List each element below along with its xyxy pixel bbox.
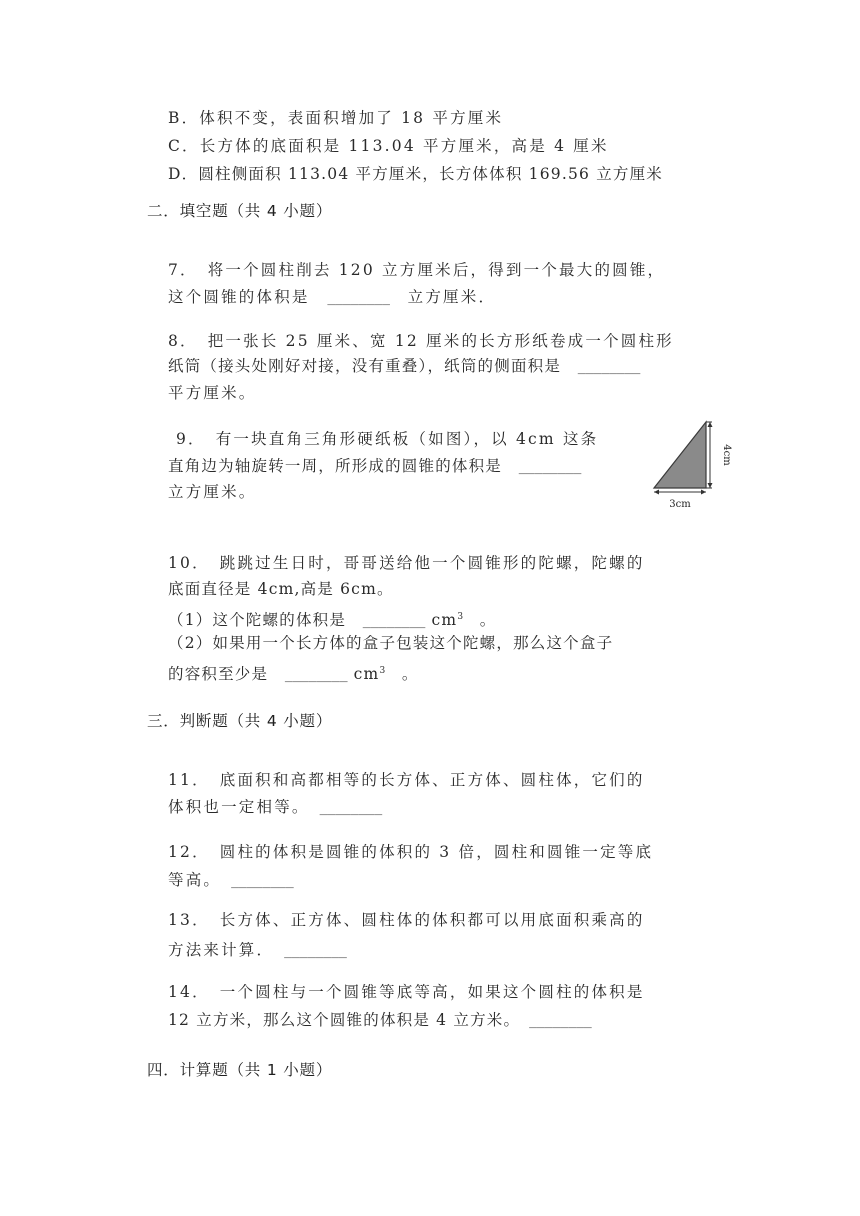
q10-line-2: 底面直径是 4cm,高是 6cm。	[168, 580, 394, 598]
option-b: B．体积不变，表面积增加了 18 平方厘米	[168, 109, 504, 127]
q10-line-1: 10． 跳跳过生日时，哥哥送给他一个圆锥形的陀螺，陀螺的	[168, 554, 645, 572]
q10-sub-1: （1）这个陀螺的体积是 ________ $cm^3$ 。	[168, 611, 497, 629]
q7-line-1: 7． 将一个圆柱削去 120 立方厘米后，得到一个最大的圆锥，	[168, 261, 666, 279]
q11-line-2: 体积也一定相等。 ________	[168, 798, 383, 816]
answer-blank[interactable]: ________	[577, 360, 641, 375]
q8-line-3: 平方厘米。	[168, 384, 257, 402]
section-heading-judgement: 三．判断题（共 4 小题）	[147, 712, 333, 730]
answer-blank[interactable]: ________	[319, 801, 383, 816]
q9-line-2: 直角边为轴旋转一周，所形成的圆锥的体积是 ________	[168, 457, 582, 475]
section-heading-calculation: 四．计算题（共 1 小题）	[147, 1061, 333, 1079]
arrow-down-icon	[708, 483, 713, 488]
answer-blank[interactable]: ________	[529, 1014, 592, 1029]
q14-line-1: 14． 一个圆柱与一个圆锥等底等高，如果这个圆柱的体积是	[168, 983, 645, 1001]
q7-line-2: 这个圆锥的体积是 ________ 立方厘米．	[168, 288, 497, 306]
triangle-shape	[654, 422, 706, 488]
q13-line-1: 13． 长方体、正方体、圆柱体的体积都可以用底面积乘高的	[168, 911, 645, 929]
answer-blank[interactable]: ________	[284, 944, 347, 959]
base-label: 3cm	[669, 499, 691, 510]
answer-blank[interactable]: ________	[518, 460, 582, 475]
right-triangle-figure	[650, 416, 740, 512]
option-d: D．圆柱侧面积 113.04 平方厘米，长方体体积 169.56 立方厘米	[168, 165, 664, 183]
q10-sub-2-line-2: 的容积至少是 ________ $cm^3$ 。	[168, 665, 419, 683]
q14-line-2: 12 立方米，那么这个圆锥的体积是 4 立方米。 ________	[168, 1011, 592, 1029]
section-heading-fill-in: 二．填空题（共 4 小题）	[147, 202, 333, 220]
q12-line-1: 12． 圆柱的体积是圆锥的体积的 3 倍，圆柱和圆锥一定等底	[168, 843, 654, 861]
q12-line-2: 等高。 ________	[168, 871, 294, 889]
answer-blank[interactable]: ________	[327, 291, 390, 306]
q9-line-3: 立方厘米。	[168, 483, 257, 501]
q8-line-1: 8． 把一张长 25 厘米、宽 12 厘米的长方形纸卷成一个圆柱形	[168, 332, 674, 350]
q13-line-2: 方法来计算． ________	[168, 941, 347, 959]
answer-blank[interactable]: ________	[362, 614, 426, 629]
arrow-up-icon	[708, 422, 713, 427]
arrow-left-icon	[654, 490, 659, 495]
height-label: 4cm	[721, 444, 732, 466]
q11-line-1: 11． 底面积和高都相等的长方体、正方体、圆柱体，它们的	[168, 771, 645, 789]
q9-line-1: 9． 有一块直角三角形硬纸板（如图），以 4cm 这条	[176, 430, 599, 448]
option-c: C．长方体的底面积是 113.04 平方厘米，高是 4 厘米	[168, 137, 609, 155]
answer-blank[interactable]: ________	[284, 668, 348, 683]
q8-line-2: 纸筒（接头处刚好对接，没有重叠），纸筒的侧面积是 ________	[168, 357, 641, 375]
q10-sub-2-line-1: （2）如果用一个长方体的盒子包装这个陀螺，那么这个盒子	[168, 634, 614, 652]
arrow-right-icon	[701, 490, 706, 495]
answer-blank[interactable]: ________	[231, 874, 294, 889]
